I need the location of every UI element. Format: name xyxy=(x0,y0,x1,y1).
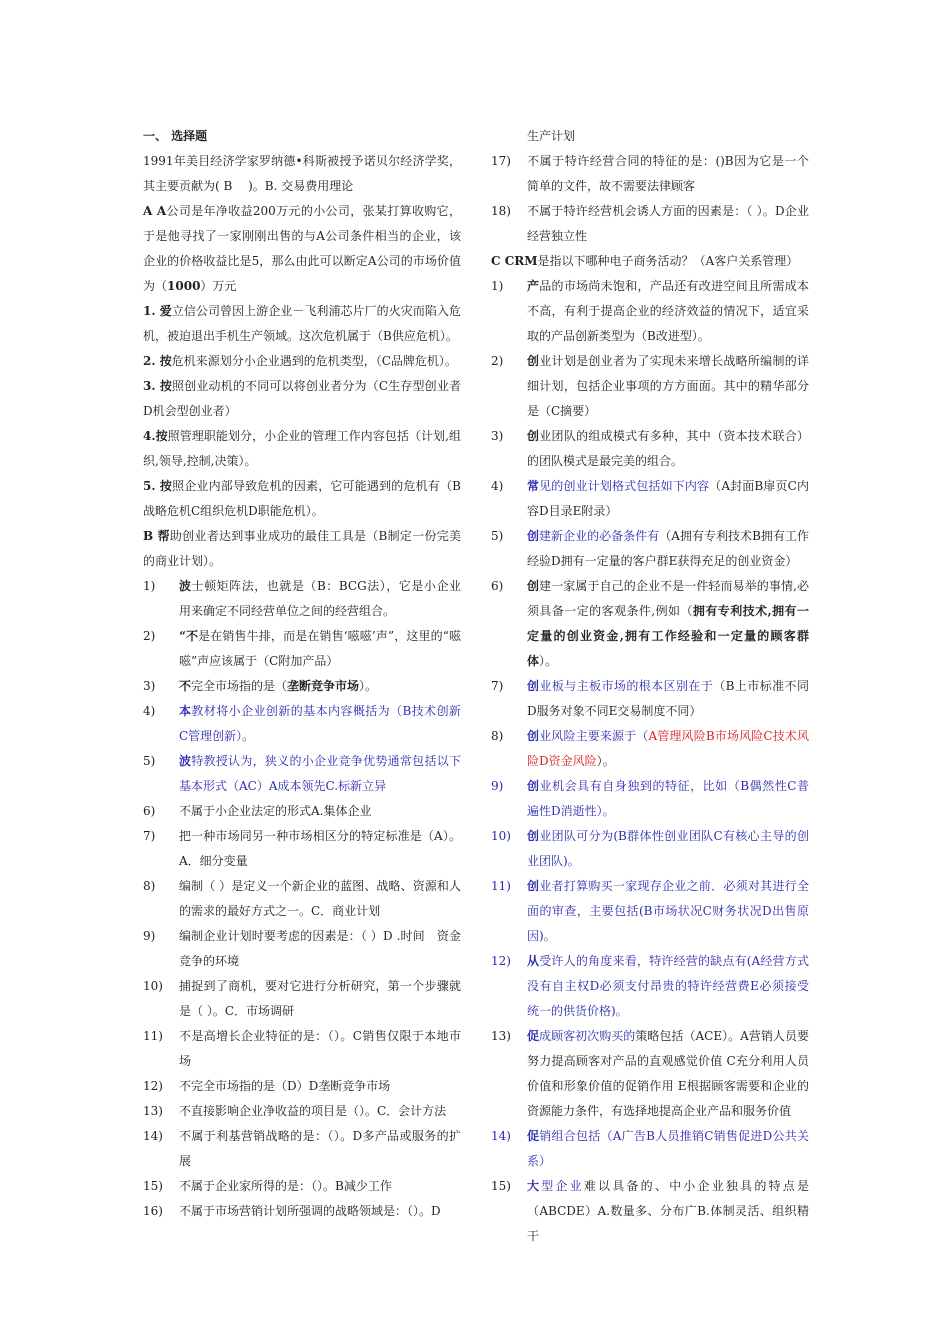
paragraph: A A公司是年净收益200万元的小公司，张某打算收购它，于是他寻找了一家刚刚出售的与A公司条件相当的企业，该企业的价格收益比是5，那么由此可以断定A公司的市场价值为（1000）万元 xyxy=(143,204,461,293)
list-item: 11) 创业者打算购买一家现存企业之前．必须对其进行全面的审查，主要包括(B市场状况C财务状况D出售原因)。 xyxy=(491,879,809,943)
list-item: 9) 编制企业计划时要考虑的因素是：（ ）D .时间 资金 竞争的环境 xyxy=(143,929,474,968)
list-item: 7) 把一种市场同另一种市场相区分的特定标准是（A）。A．细分变量 xyxy=(143,829,461,868)
paragraph: 1991年美目经济学家罗纳德•科斯被授予诺贝尔经济学奖，其主要贡献为( B )。B. 交易费用理论 xyxy=(143,154,461,193)
list-item: 3) 创业团队的组成模式有多种，其中（资本技术联合）的团队模式是最完美的组合。 xyxy=(491,429,809,468)
list-item: 6) 创建一家属于自己的企业不是一件轻而易举的事情,必须具备一定的客观条件,例如（拥有专利技术,拥有一定量的创业资金,拥有工作经验和一定量的顾客群体）。 xyxy=(491,579,809,668)
list-item: 3) 不完全市场指的是（垄断竞争市场）。 xyxy=(143,679,378,693)
list-item: 16) 不属于市场营销计划所强调的战略领域是：（）。D xyxy=(143,1204,441,1218)
list-item: 14) 促销组合包括（A广告B人员推销C销售促进D公共关系） xyxy=(491,1129,809,1168)
list-item: 10) 捕捉到了商机，要对它进行分析研究，第一个步骤就是（ ）。C．市场调研 xyxy=(143,979,461,1018)
list-item: 7) 创业板与主板市场的根本区别在于（B上市标准不同D服务对象不同E交易制度不同） xyxy=(491,679,809,718)
list-item: 1) 产品的市场尚未饱和，产品还有改进空间且所需成本不高，有利于提高企业的经济效益的情况下，适宜采取的产品创新类型为（B改进型）。 xyxy=(491,279,809,343)
left-column xyxy=(143,124,474,1224)
list-item: 9) 创业机会具有自身独到的特征，比如（B偶然性C普遍性D消逝性）。 xyxy=(491,779,809,818)
list-item: 14) 不属于利基营销战略的是：（）。D多产品或服务的扩展 xyxy=(143,1129,461,1168)
list-item: 15) 大型企业难以具备的、中小企业独具的特点是（ABCDE）A.数量多、分布广B.体制灵活、组织精干 xyxy=(491,1179,809,1243)
list-item: 10) 创业团队可分为(B群体性创业团队C有核心主导的创业团队)。 xyxy=(491,829,809,868)
list-item: 2) 创业计划是创业者为了实现未来增长战略所编制的详细计划，包括企业事项的方方面面。其中的精华部分是（C摘要） xyxy=(491,354,809,418)
paragraph: 3. 按照创业动机的不同可以将创业者分为（C生存型创业者 D机会型创业者） xyxy=(143,379,461,418)
list-item: 8) 创业风险主要来源于（A管理风险B市场风险C技术风险D资金风险）。 xyxy=(491,729,809,768)
list-item: 11) 不是高增长企业特征的是：（）。C销售仅限于本地市场 xyxy=(143,1029,461,1068)
right-column xyxy=(491,124,809,1249)
paragraph: 2. 按危机来源划分小企业遇到的危机类型，（C品牌危机）。 xyxy=(143,354,457,368)
list-item: 17) 不属于特许经营合同的特征的是：()B因为它是一个简单的文件，故不需要法律顾客 xyxy=(491,154,809,193)
list-item: 4) 本教材将小企业创新的基本内容概括为（B技术创新C管理创新）。 xyxy=(143,704,461,743)
paragraph: 5. 按照企业内部导致危机的因素，它可能遇到的危机有（B战略危机C组织危机D职能危机）。 xyxy=(143,479,461,518)
list-item: 4) 常见的创业计划格式包括如下内容（A封面B扉页C内容D目录E附录） xyxy=(491,479,809,518)
section-heading: 一、 选择题 xyxy=(143,129,208,143)
list-item: 8) 编制（ ）是定义一个新企业的蓝图、战略、资源和人的需求的最好方式之一。C．商业计划 xyxy=(143,879,461,918)
list-item: 1) 波士顿矩阵法，也就是（B：BCG法），它是小企业用来确定不同经营单位之间的经营组合。 xyxy=(143,579,461,618)
paragraph: 1. 爱立信公司曾因上游企业－飞利浦芯片厂的火灾而陷入危机，被迫退出手机生产领域。这次危机属于（B供应危机）。 xyxy=(143,304,461,343)
list-item: 5) 创建新企业的必备条件有（A拥有专利技术B拥有工作经验D拥有一定量的客户群E获得充足的创业资金） xyxy=(491,529,809,568)
list-item: 12) 从受许人的角度来看，特许经营的缺点有(A经营方式没有自主权D必须支付昂贵的特许经营费E必须接受统一的供货价格)。 xyxy=(491,954,809,1018)
list-item: 15) 不属于企业家所得的是：（）。B减少工作 xyxy=(143,1179,392,1193)
list-item: 2) “不是在销售牛排，而是在销售‘嗞嗞’声”，这里的“嗞嗞”声应该属于（C附加产品） xyxy=(143,629,462,668)
paragraph: C CRM是指以下哪种电子商务活动？（A客户关系管理） xyxy=(491,254,799,268)
list-item: 12) 不完全市场指的是（D）D垄断竞争市场 xyxy=(143,1079,391,1093)
list-item: 13) 不直接影响企业净收益的项目是（）。C．会计方法 xyxy=(143,1104,447,1118)
list-item: 6) 不属于小企业法定的形式A.集体企业 xyxy=(143,804,372,818)
list-item: 5) 波特教授认为，狭义的小企业竞争优势通常包括以下基本形式（AC）A成本领先C.标新立异 xyxy=(143,754,461,793)
paragraph: 4.按照管理职能划分，小企业的管理工作内容包括（计划,组织,领导,控制,决策）。 xyxy=(143,429,461,468)
list-item: 18) 不属于特许经营机会诱人方面的因素是：（ ）。D企业经营独立性 xyxy=(491,204,809,243)
list-item: 13) 促成顾客初次购买的策略包括（ACE）。A营销人员要努力提高顾客对产品的直观感觉价值 C充分利用人员价值和形象价值的促销作用 E根据顾客需要和企业的资源能力条件，有选择地提高企业产品和服务价值 xyxy=(491,1029,809,1118)
paragraph: B 帮助创业者达到事业成功的最佳工具是（B制定一份完美的商业计划）。 xyxy=(143,529,461,568)
list-item-continuation: 生产计划 xyxy=(527,129,576,143)
